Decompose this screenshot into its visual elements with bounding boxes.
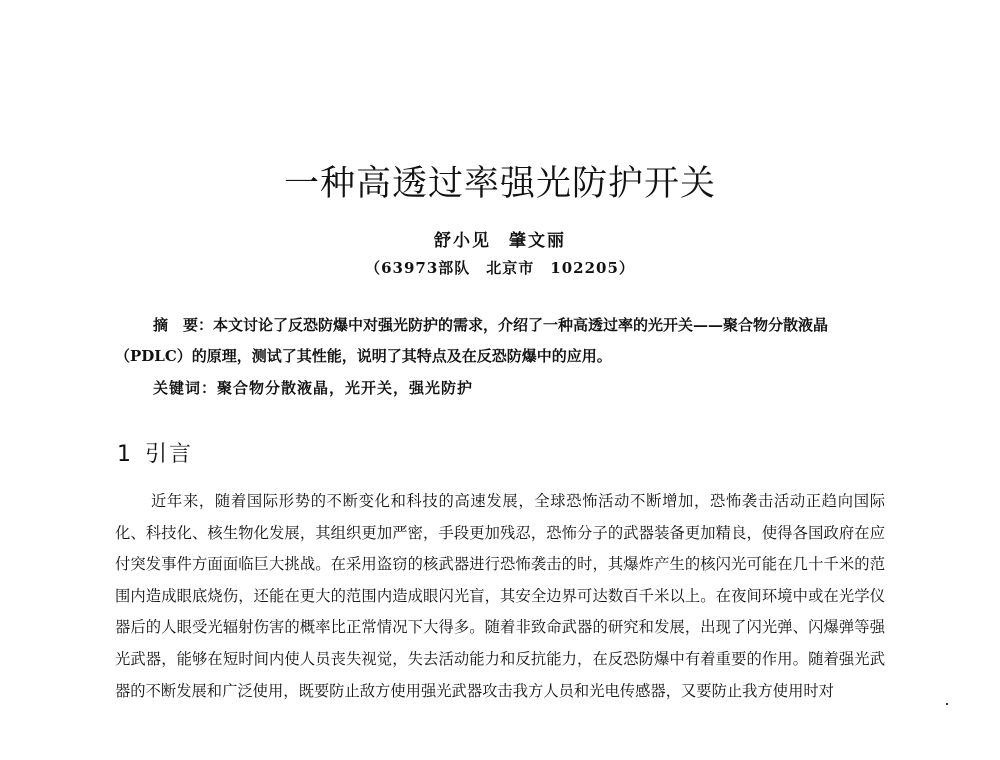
abstract-label: 摘 要：	[153, 316, 214, 334]
keywords-label: 关键词：	[153, 379, 218, 397]
scan-speck	[946, 703, 948, 705]
section-heading	[117, 437, 193, 468]
keywords-text: 聚合物分散液晶，光开关，强光防护	[217, 379, 474, 397]
abstract-paragraph	[115, 310, 885, 372]
keywords	[153, 377, 473, 398]
paper-title: 一种高透过率强光防护开关	[283, 164, 716, 204]
abstract-text: 本文讨论了反恐防爆中对强光防护的需求，介绍了一种高透过率的光开关——聚合物分散液晶（PDLC）的原理，测试了其性能，说明了其特点及在反恐防爆中的应用。	[115, 316, 829, 365]
author-list	[0, 226, 1000, 251]
body-paragraph: 近年来，随着国际形势的不断变化和科技的高速发展，全球恐怖活动不断增加，恐怖袭击活动正趋向国际化、科技化、核生物化发展，其组织更加严密，手段更加残忍，恐怖分子的武器装备更加精良，使得各国政府在应付突发事件方面面临巨大挑战。在采用盗窃的核武器进行恐怖袭击的时，其爆炸产生的核闪光可能在几十千米的范围内造成眼底烧伤，还能在更大的范围内造成眼闪光盲，其安全边界可达数百千米以上。在夜间环境中或在光学仪器后的人眼受光辐射伤害的概率比正常情况下大得多。随着非致命武器的研究和发展，出现了闪光弹、闪爆弹等强光武器，能够在短时间内使人员丧失视觉，失去活动能力和反抗能力，在反恐防爆中有着重要的作用。随着强光武器的不断发展和广泛使用，既要防止敌方使用强光武器攻击我方人员和光电传感器，又要防止我方使用时对	[115, 492, 885, 700]
author-affiliation: （63973部队 北京市 102205）	[365, 259, 635, 277]
abstract	[115, 310, 885, 372]
section-title-text: 引言	[145, 442, 194, 467]
author-name: 舒小见	[434, 231, 491, 251]
section-number: 1	[117, 442, 133, 467]
author-name: 肇文丽	[509, 231, 566, 251]
